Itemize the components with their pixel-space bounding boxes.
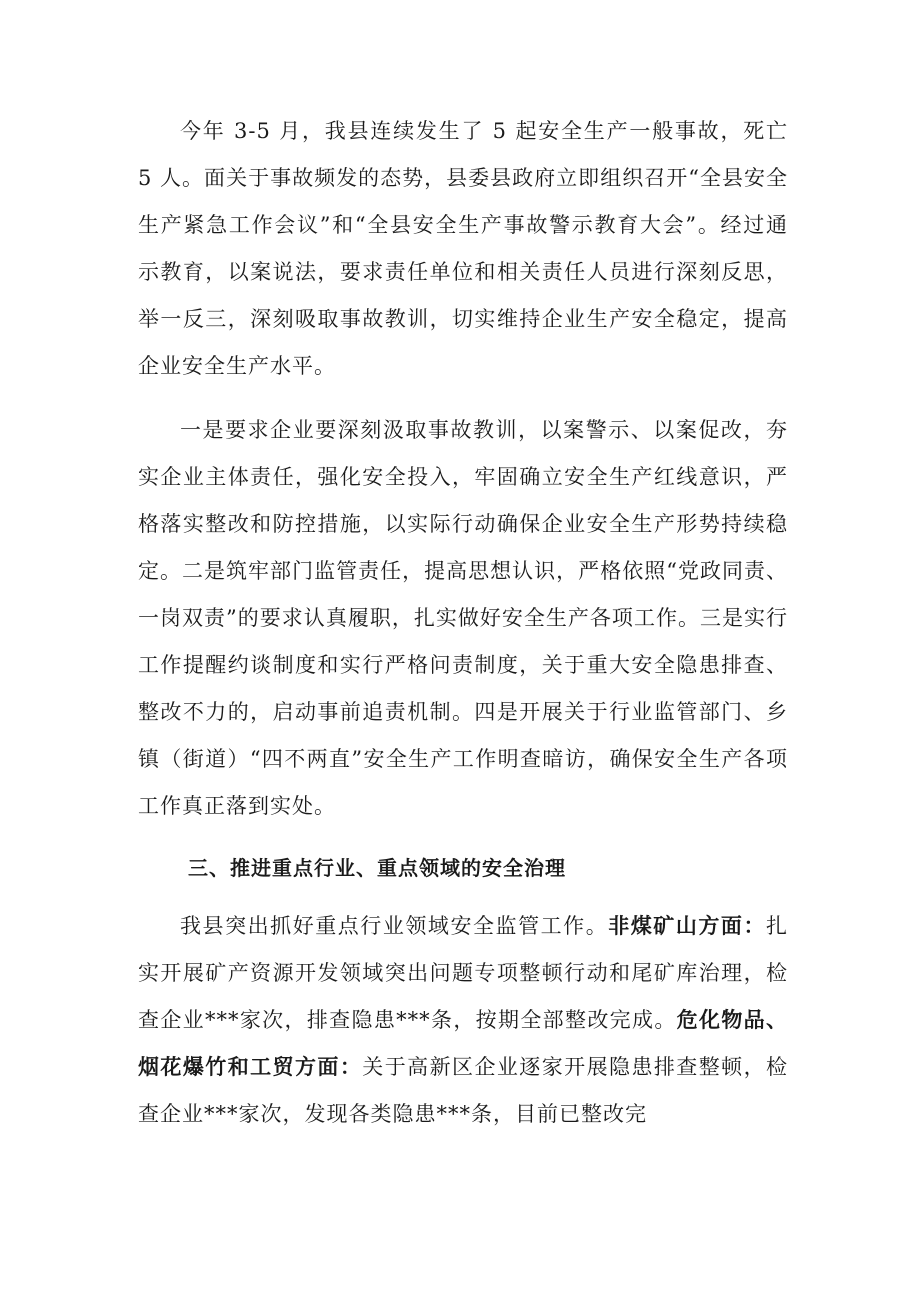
paragraph-accidents-summary: 今年 3-5 月，我县连续发生了 5 起安全生产一般事故，死亡 5 人。面关于事故频发的态势，县委县政府立即组织召开“全县安全生产紧急工作会议”和“全县安全生产事故警示教育大会”。经过通示教育，以案说法，要求责任单位和相关责任人员进行深刻反思，举一反三，深刻吸取事故教训，切实维持企业生产安全稳定，提高企业安全生产水平。 [138, 119, 788, 378]
paragraph-measures: 一是要求企业要深刻汲取事故教训，以案警示、以案促改，夯实企业主体责任，强化安全投入，牢固确立安全生产红线意识，严格落实整改和防控措施，以实际行动确保企业安全生产形势持续稳定。二是筑牢部门监管责任，提高思想认识，严格依照“党政同责、一岗双责”的要求认真履职，扎实做好安全生产各项工作。三是实行工作提醒约谈制度和实行严格问责制度，关于重大安全隐患排查、整改不力的，启动事前追责机制。四是开展关于行业监管部门、乡镇（街道）“四不两直”安全生产工作明查暗访，确保安全生产各项工作真正落到实处。 [138, 418, 788, 818]
document-page [138, 108, 788, 1138]
bold-label-hazardous-chemicals: 危化物品、烟花爆竹和工贸方面： [138, 1008, 789, 1079]
section-heading: 三、推进重点行业、重点领域的安全治理 [188, 856, 566, 880]
bold-label-non-coal-mines: 非煤矿山方面： [608, 914, 767, 938]
paragraph-text-mines: 扎实开展矿产资源开发领域突出问题专项整顿行动和尾矿库治理，检查企业***家次，排查隐患***条，按期全部整改完成。 [138, 914, 789, 1032]
paragraph-key-industries [138, 903, 788, 1138]
paragraph-text-chemicals: 关于高新区企业逐家开展隐患排查整顿，检查企业***家次，发现各类隐患***条，目前已整改完 [138, 1055, 789, 1126]
paragraph-intro-text: 我县突出抓好重点行业领域安全监管工作。 [180, 914, 609, 938]
